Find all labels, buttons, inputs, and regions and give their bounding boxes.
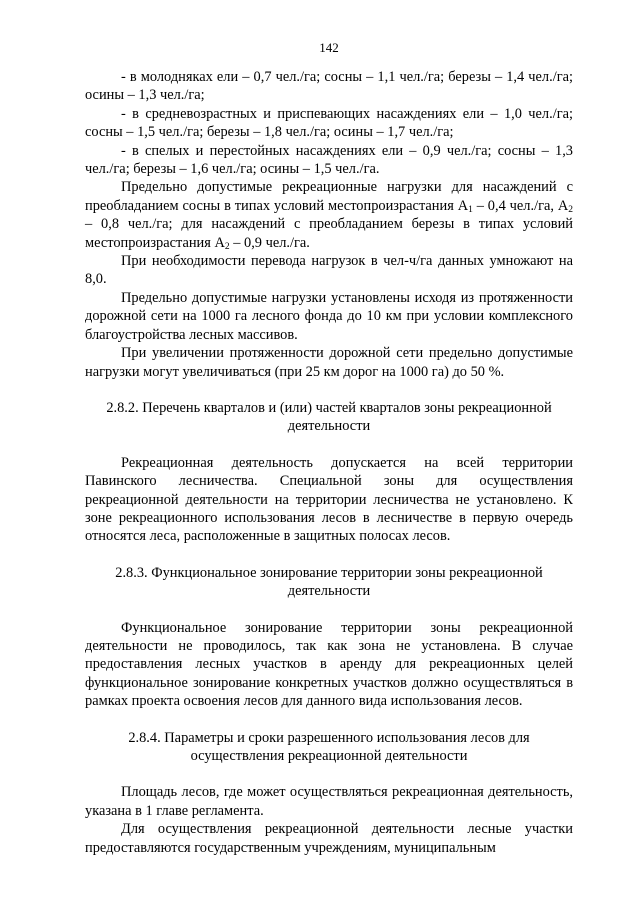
section-2-8-4-heading: 2.8.4. Параметры и сроки разрешенного использования лесов для осуществления рекреационной деятельности xyxy=(128,729,530,764)
limits-subscript-3: 2 xyxy=(224,241,230,252)
conversion-paragraph: При необходимости перевода нагрузок в чел-ч/га данных умножают на 8,0. xyxy=(85,253,573,288)
intro-paragraph-young-stands: - в молодняках ели – 0,7 чел./га; сосны – 1,1 чел./га; березы – 1,4 чел./га; осины – 1,3 чел./га; xyxy=(85,69,573,104)
section-2-8-4-body-provision: Для осуществления рекреационной деятельности лесные участки предоставляются государственным учреждениям, муниципальным xyxy=(85,821,573,856)
page-number: 142 xyxy=(319,40,339,55)
load-increase-paragraph: При увеличении протяженности дорожной сети предельно допустимые нагрузки могут увеличиваться (при 25 км дорог на 1000 га) до 50 %. xyxy=(85,345,573,380)
limits-paragraph xyxy=(85,178,573,252)
limits-text-4: – 0,9 чел./га. xyxy=(229,234,310,251)
section-2-8-2-body: Рекреационная деятельность допускается на всей территории Павинского лесничества. Специальной зоны для осуществления рекреационной деятельности на территории лесничества не установлено. К зоне рекреационного использования лесов в лесничестве в первую очередь относятся леса, расположенные в защитных полосах лесов. xyxy=(85,454,573,545)
intro-paragraph-middle-aged-stands: - в средневозрастных и приспевающих насаждениях ели – 1,0 чел./га; сосны – 1,5 чел./га; березы – 1,8 чел./га; осины – 1,7 чел./га; xyxy=(85,105,573,141)
limits-subscript-2: 2 xyxy=(568,204,573,215)
road-network-paragraph: Предельно допустимые нагрузки установлены исходя из протяженности дорожной сети на 1000 га лесного фонда до 10 км при условии комплексного благоустройства лесных массивов. xyxy=(85,289,573,343)
section-2-8-3-body: Функциональное зонирование территории зоны рекреационной деятельности не проводилось, так как зона не установлена. В случае предоставления лесных участков в аренду для рекреационных целей функциональное зонирование конкретных участков должно осуществляться в рамках проекта освоения лесов для данного вида использования лесов. xyxy=(85,619,573,710)
limits-text-1: Предельно допустимые рекреационные нагрузки для насаждений с преобладанием сосны в типах условий местопроизрастания А xyxy=(85,179,573,214)
section-2-8-4-body-area: Площадь лесов, где может осуществляться рекреационная деятельность, указана в 1 главе регламента. xyxy=(85,784,573,819)
limits-text-2: – 0,4 чел./га, А xyxy=(472,197,569,214)
section-2-8-2-heading: 2.8.2. Перечень кварталов и (или) частей кварталов зоны рекреационной деятельности xyxy=(106,399,552,435)
intro-paragraph-mature-stands: - в спелых и перестойных насаждениях ели – 0,9 чел./га; сосны – 1,3 чел./га; березы – 1,6 чел./га; осины – 1,5 чел./га. xyxy=(85,142,573,178)
section-2-8-3-heading: 2.8.3. Функциональное зонирование территории зоны рекреационной деятельности xyxy=(115,564,543,600)
limits-text-3: – 0,8 чел./га; для насаждений с преобладанием березы в типах условий местопроизрастания А xyxy=(85,216,573,251)
document-page xyxy=(85,40,573,857)
limits-subscript-1: 1 xyxy=(468,204,473,215)
